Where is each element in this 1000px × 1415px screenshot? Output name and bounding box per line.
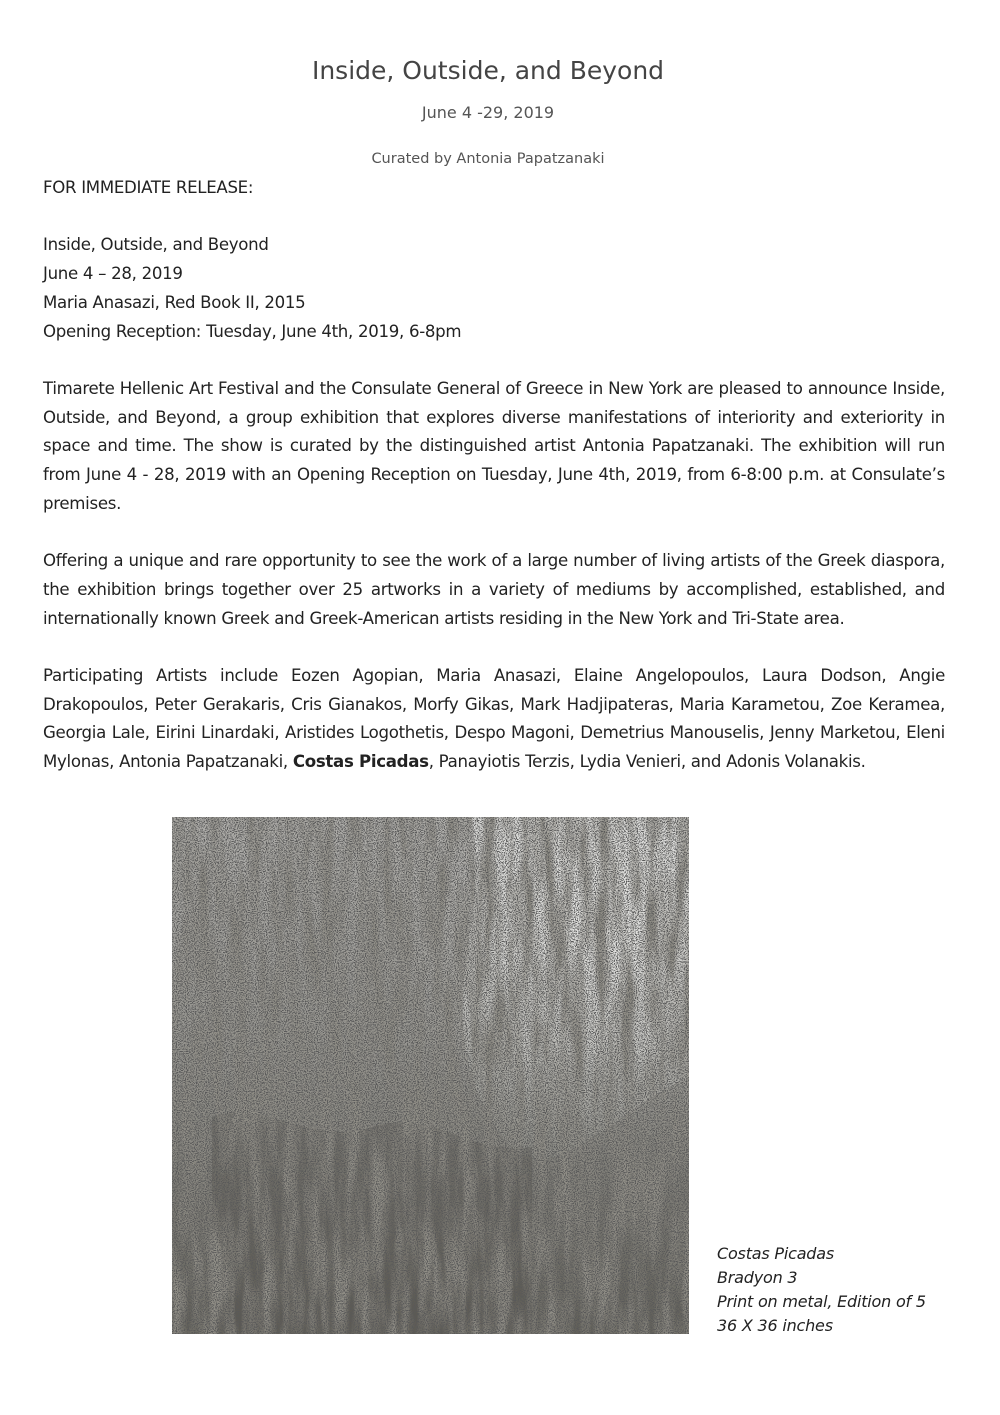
info-title-line: Inside, Outside, and Beyond bbox=[43, 235, 269, 255]
artists-paragraph bbox=[43, 662, 945, 777]
press-release-body bbox=[43, 174, 945, 777]
spacer bbox=[43, 203, 945, 232]
exhibition-dates: June 4 -29, 2019 bbox=[421, 103, 555, 122]
featured-artist-name: Costas Picadas bbox=[292, 752, 429, 771]
info-reception-line: Opening Reception: Tuesday, June 4th, 2019, 6-8pm bbox=[43, 321, 462, 341]
spacer bbox=[43, 633, 945, 662]
caption-artist: Costas Picadas bbox=[717, 1244, 834, 1263]
info-dates-line: June 4 – 28, 2019 bbox=[43, 264, 183, 284]
release-label: FOR IMMEDIATE RELEASE: bbox=[43, 178, 254, 197]
curator-credit: Curated by Antonia Papatzanaki bbox=[371, 151, 605, 167]
artists-list-intro: Participating Artists include Eozen Agopian, Maria Anasazi, Elaine Angelopoulos, Laura Dodson, Angie Drakopoulos, Peter Gerakaris, Cris Gianakos, Morfy Gikas, Mark Hadjipateras, Maria Karametou, Zoe Keramea, Georgia Lale, Eirini Linardaki, Aristides Logothetis, Despo Magoni, Demetrius Manouselis, Jenny Marketou, Eleni Mylonas, Antonia Papatzanaki, bbox=[43, 665, 945, 771]
spacer bbox=[43, 518, 945, 547]
spacer bbox=[43, 346, 945, 375]
artwork-image bbox=[172, 817, 689, 1334]
caption-title: Bradyon 3 bbox=[717, 1268, 798, 1287]
opportunity-paragraph: Offering a unique and rare opportunity to see the work of a large number of living artists of the Greek diaspora, the exhibition brings together over 25 artworks in a variety of mediums by accomplished, established, and internationally known Greek and Greek-American artists residing in the New York and Tri-State area. bbox=[43, 551, 945, 628]
artwork-caption bbox=[717, 1242, 926, 1338]
artists-list-outro: , Panayiotis Terzis, Lydia Venieri, and Adonis Volanakis. bbox=[428, 752, 866, 771]
announcement-paragraph: Timarete Hellenic Art Festival and the Consulate General of Greece in New York are pleased to announce Inside, Outside, and Beyond, a group exhibition that explores diverse manifestations of interiority and exteriority in space and time. The show is curated by the distinguished artist Antonia Papatzanaki. The exhibition will run from June 4 - 28, 2019 with an Opening Reception on Tuesday, June 4th, 2019, from 6-8:00 p.m. at Consulate’s premises. bbox=[43, 378, 945, 513]
caption-medium: Print on metal, Edition of 5 bbox=[717, 1292, 926, 1311]
info-artwork-line: Maria Anasazi, Red Book II, 2015 bbox=[43, 292, 306, 312]
page-title: Inside, Outside, and Beyond bbox=[311, 56, 665, 85]
artwork-bradyon-3-graphic bbox=[172, 817, 689, 1334]
caption-dimensions: 36 X 36 inches bbox=[717, 1316, 833, 1335]
